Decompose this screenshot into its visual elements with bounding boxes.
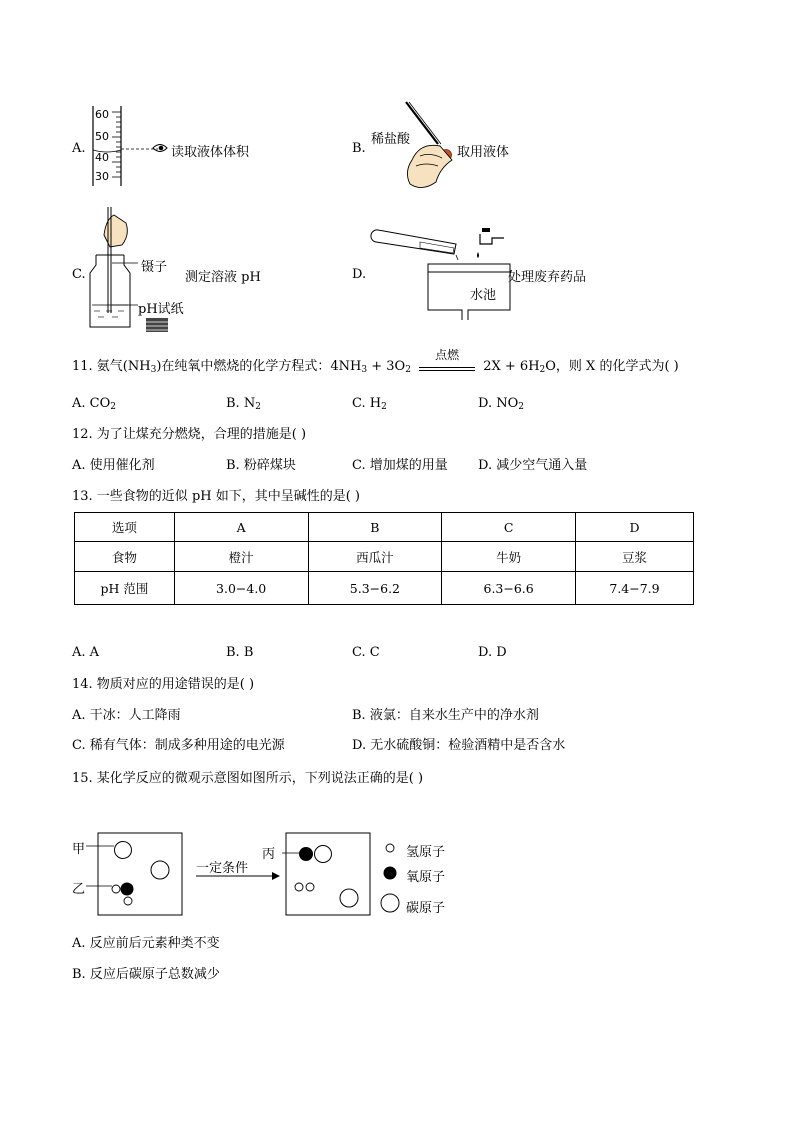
q14-option-c[interactable]: C. 稀有气体：制成多种用途的电光源 bbox=[72, 738, 285, 753]
q11-option-c[interactable]: C. $H_2$ bbox=[352, 396, 387, 412]
reagent-label: 稀盐酸 bbox=[371, 132, 411, 147]
q13-option-a[interactable]: A. A bbox=[72, 645, 100, 660]
sink-figure bbox=[368, 222, 518, 322]
table-cell: 7.4−7.9 bbox=[575, 572, 693, 605]
ph-paper-label: pH试纸 bbox=[138, 302, 184, 317]
q10-option-c-caption: 测定溶液 pH bbox=[185, 270, 261, 285]
table-row bbox=[75, 513, 694, 542]
q12-option-b[interactable]: B. 粉碎煤块 bbox=[226, 458, 296, 473]
q13-option-b[interactable]: B. B bbox=[226, 645, 254, 660]
q15-stem: 15. 某化学反应的微观示意图如图所示，下列说法正确的是( ) bbox=[72, 771, 424, 786]
q12-option-d[interactable]: D. 减少空气通入量 bbox=[478, 458, 588, 473]
tick-label-50: 50 bbox=[95, 130, 109, 143]
q10-option-b-caption: 取用液体 bbox=[457, 145, 510, 160]
q11-stem: 11. 氨气$(NH_3)$在纯氧中燃烧的化学方程式：$4NH_3 + 3O_2$ 点燃 $2X + 6H_2O$，则 X 的化学式为( ) bbox=[72, 348, 679, 375]
table-row bbox=[75, 542, 694, 572]
tick-label-60: 60 bbox=[95, 108, 109, 121]
q10-option-a-letter: A. bbox=[72, 141, 86, 156]
table-cell: A bbox=[174, 513, 308, 542]
reactant-yi-label: 乙 bbox=[72, 882, 86, 897]
reaction-condition: 点燃 bbox=[419, 359, 475, 375]
q11-option-d[interactable]: D. $NO_2$ bbox=[478, 396, 524, 412]
table-cell: 食物 bbox=[75, 542, 175, 572]
q12-option-a[interactable]: A. 使用催化剂 bbox=[72, 458, 155, 473]
reactant-jia-label: 甲 bbox=[72, 842, 86, 857]
q10-option-d-caption: 处理废弃药品 bbox=[508, 270, 587, 285]
ph-table bbox=[74, 512, 694, 605]
tick-label-30: 30 bbox=[95, 170, 109, 183]
q13-stem: 13. 一些食物的近似 pH 如下，其中呈碱性的是( ) bbox=[72, 489, 361, 504]
tweezers-label: 镊子 bbox=[141, 260, 168, 275]
product-bing-label: 丙 bbox=[262, 847, 276, 862]
table-cell: 3.0−4.0 bbox=[174, 572, 308, 605]
q13-option-d[interactable]: D. D bbox=[478, 645, 507, 660]
table-cell: 6.3−6.6 bbox=[442, 572, 576, 605]
q10-option-b-letter: B. bbox=[352, 141, 366, 156]
arrow-condition-label: 一定条件 bbox=[196, 861, 249, 876]
table-cell: B bbox=[308, 513, 442, 542]
q15-option-b[interactable]: B. 反应后碳原子总数减少 bbox=[72, 967, 220, 982]
table-cell: C bbox=[442, 513, 576, 542]
table-cell: pH 范围 bbox=[75, 572, 175, 605]
q14-option-b[interactable]: B. 液氯：自来水生产中的净水剂 bbox=[352, 708, 539, 723]
q11-option-b[interactable]: B. $N_2$ bbox=[226, 396, 261, 412]
table-row bbox=[75, 572, 694, 605]
q12-option-c[interactable]: C. 增加煤的用量 bbox=[352, 458, 448, 473]
q14-option-a[interactable]: A. 干冰：人工降雨 bbox=[72, 708, 181, 723]
legend-hydrogen-label: 氢原子 bbox=[406, 845, 446, 860]
table-cell: 选项 bbox=[75, 513, 175, 542]
q12-stem: 12. 为了让煤充分燃烧，合理的措施是( ) bbox=[72, 427, 307, 442]
table-cell: 牛奶 bbox=[442, 542, 576, 572]
table-cell: 5.3−6.2 bbox=[308, 572, 442, 605]
tick-label-40: 40 bbox=[95, 151, 109, 164]
table-cell: 西瓜汁 bbox=[308, 542, 442, 572]
legend-oxygen-label: 氧原子 bbox=[406, 870, 446, 885]
eye-icon bbox=[152, 141, 170, 155]
q10-option-c-letter: C. bbox=[72, 267, 86, 282]
q10-option-a-caption: 读取液体体积 bbox=[171, 145, 250, 160]
legend-carbon-label: 碳原子 bbox=[406, 901, 446, 916]
q11-option-a[interactable]: A. $CO_2$ bbox=[72, 396, 116, 412]
q14-stem: 14. 物质对应的用途错误的是( ) bbox=[72, 677, 255, 692]
q15-option-a[interactable]: A. 反应前后元素种类不变 bbox=[72, 936, 220, 951]
sink-label: 水池 bbox=[470, 288, 497, 303]
q10-option-d-letter: D. bbox=[352, 267, 367, 282]
q14-option-d[interactable]: D. 无水硫酸铜：检验酒精中是否含水 bbox=[352, 738, 566, 753]
q13-option-c[interactable]: C. C bbox=[352, 645, 380, 660]
table-cell: D bbox=[575, 513, 693, 542]
table-cell: 豆浆 bbox=[575, 542, 693, 572]
table-cell: 橙汁 bbox=[174, 542, 308, 572]
